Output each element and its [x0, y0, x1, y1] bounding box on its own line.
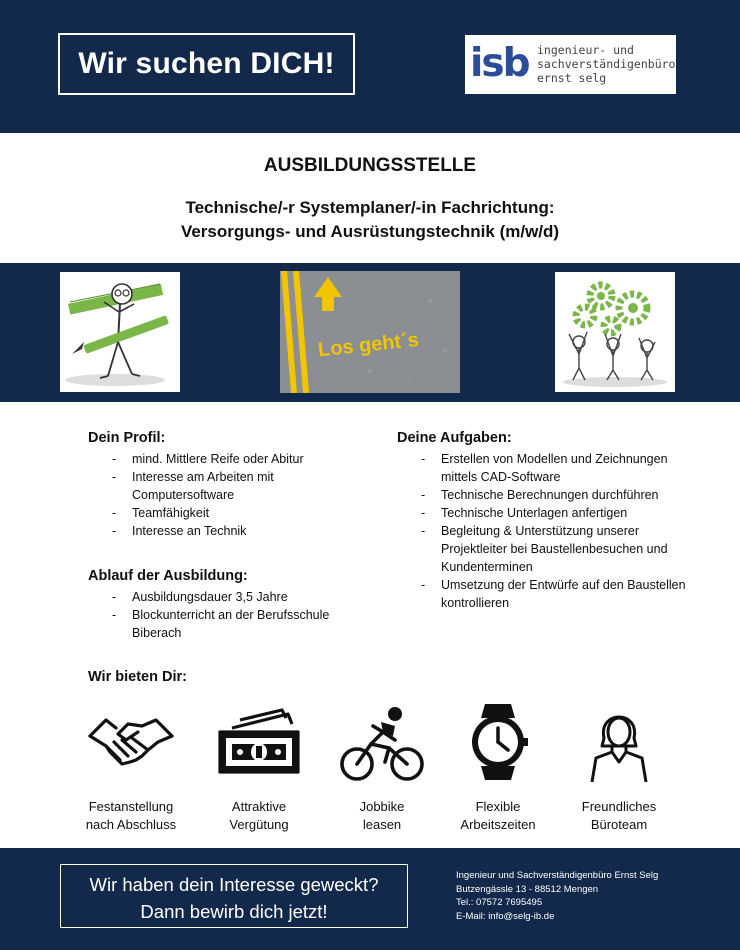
company-name: Ingenieur und Sachverständigenbüro Ernst Selg	[456, 870, 659, 881]
logo-text	[537, 43, 675, 85]
gears-team-illustration	[555, 272, 675, 392]
benefit-label-line: Attraktive	[231, 799, 287, 814]
benefit-label	[558, 798, 680, 834]
handshake-icon	[86, 702, 176, 782]
list-item: - Erstellen von Modellen und Zeichnungen mittels CAD-Software	[397, 450, 687, 486]
tasks-heading: Deine Aufgaben:	[397, 430, 512, 446]
list-item: - Ausbildungsdauer 3,5 Jahre	[88, 588, 358, 606]
road-los-gehts-photo	[280, 271, 460, 393]
logo-line-2: sachverständigenbüro	[537, 57, 676, 71]
training-heading: Ablauf der Ausbildung:	[88, 568, 248, 584]
benefit-label-line: Büroteam	[590, 817, 648, 832]
job-title	[0, 196, 740, 244]
list-item: - Begleitung & Unterstützung unserer Projektleiter bei Baustellenbesuchen und Kundenterminen	[397, 522, 687, 576]
training-section	[88, 567, 358, 642]
contact-info	[456, 869, 658, 923]
stickman-pencil-illustration	[60, 272, 180, 392]
benefit-team	[558, 702, 680, 834]
benefit-label-line: Vergütung	[229, 817, 289, 832]
woman-icon	[574, 702, 664, 782]
logo-mark: isb	[470, 41, 529, 86]
benefits-heading: Wir bieten Dir:	[88, 669, 187, 685]
list-item: - mind. Mittlere Reife oder Abitur	[88, 450, 358, 468]
benefit-jobbike	[321, 702, 443, 834]
profile-section	[88, 429, 358, 540]
tasks-section	[397, 429, 687, 612]
cta-line-1: Wir haben dein Interesse geweckt?	[89, 874, 379, 895]
benefit-label-line: leasen	[362, 817, 402, 832]
list-item: - Technische Berechnungen durchführen	[397, 486, 687, 504]
list-item: - Blockunterricht an der Berufsschule Biberach	[88, 606, 358, 642]
bicycle-icon	[337, 702, 427, 782]
benefit-label	[198, 798, 320, 834]
road-text: Los geht´s	[317, 328, 420, 362]
benefit-label-line: Freundliches	[581, 799, 657, 814]
watch-icon	[453, 702, 543, 782]
benefit-label-line: Flexible	[475, 799, 521, 814]
job-title-line-1: Technische/-r Systemplaner/-in Fachrichtung:	[185, 198, 555, 217]
call-to-action	[60, 864, 408, 928]
profile-heading: Dein Profil:	[88, 430, 166, 446]
benefit-salary	[198, 702, 320, 834]
benefit-label	[70, 798, 192, 834]
logo-line-1: ingenieur- und	[537, 43, 634, 57]
list-item: - Umsetzung der Entwürfe auf den Baustellen kontrollieren	[397, 576, 687, 612]
job-title-line-2: Versorgungs- und Ausrüstungstechnik (m/w/d)	[180, 222, 560, 241]
list-item: - Interesse am Arbeiten mit Computersoftware	[88, 468, 358, 504]
list-item: - Technische Unterlagen anfertigen	[397, 504, 687, 522]
job-heading: AUSBILDUNGSSTELLE	[263, 155, 477, 176]
benefit-label	[321, 798, 443, 834]
logo-line-3: ernst selg	[537, 71, 607, 85]
money-icon	[214, 702, 304, 782]
benefit-label	[437, 798, 559, 834]
company-email[interactable]: E-Mail: info@selg-ib.de	[456, 910, 555, 922]
company-address: Butzengässle 13 - 88512 Mengen	[456, 883, 599, 895]
cta-line-2: Dann bewirb dich jetzt!	[140, 901, 328, 922]
company-logo	[465, 35, 676, 94]
list-item: - Teamfähigkeit	[88, 504, 358, 522]
list-item: - Interesse an Technik	[88, 522, 358, 540]
benefit-label-line: Festanstellung	[88, 799, 174, 814]
benefit-label-line: Arbeitszeiten	[460, 817, 536, 832]
company-phone: Tel.: 07572 7695495	[456, 897, 543, 908]
benefit-label-line: nach Abschluss	[85, 817, 177, 832]
benefit-permanent-job	[70, 702, 192, 834]
benefit-label-line: Jobbike	[359, 799, 405, 814]
headline: Wir suchen DICH!	[58, 33, 355, 95]
benefit-flexible-hours	[437, 702, 559, 834]
